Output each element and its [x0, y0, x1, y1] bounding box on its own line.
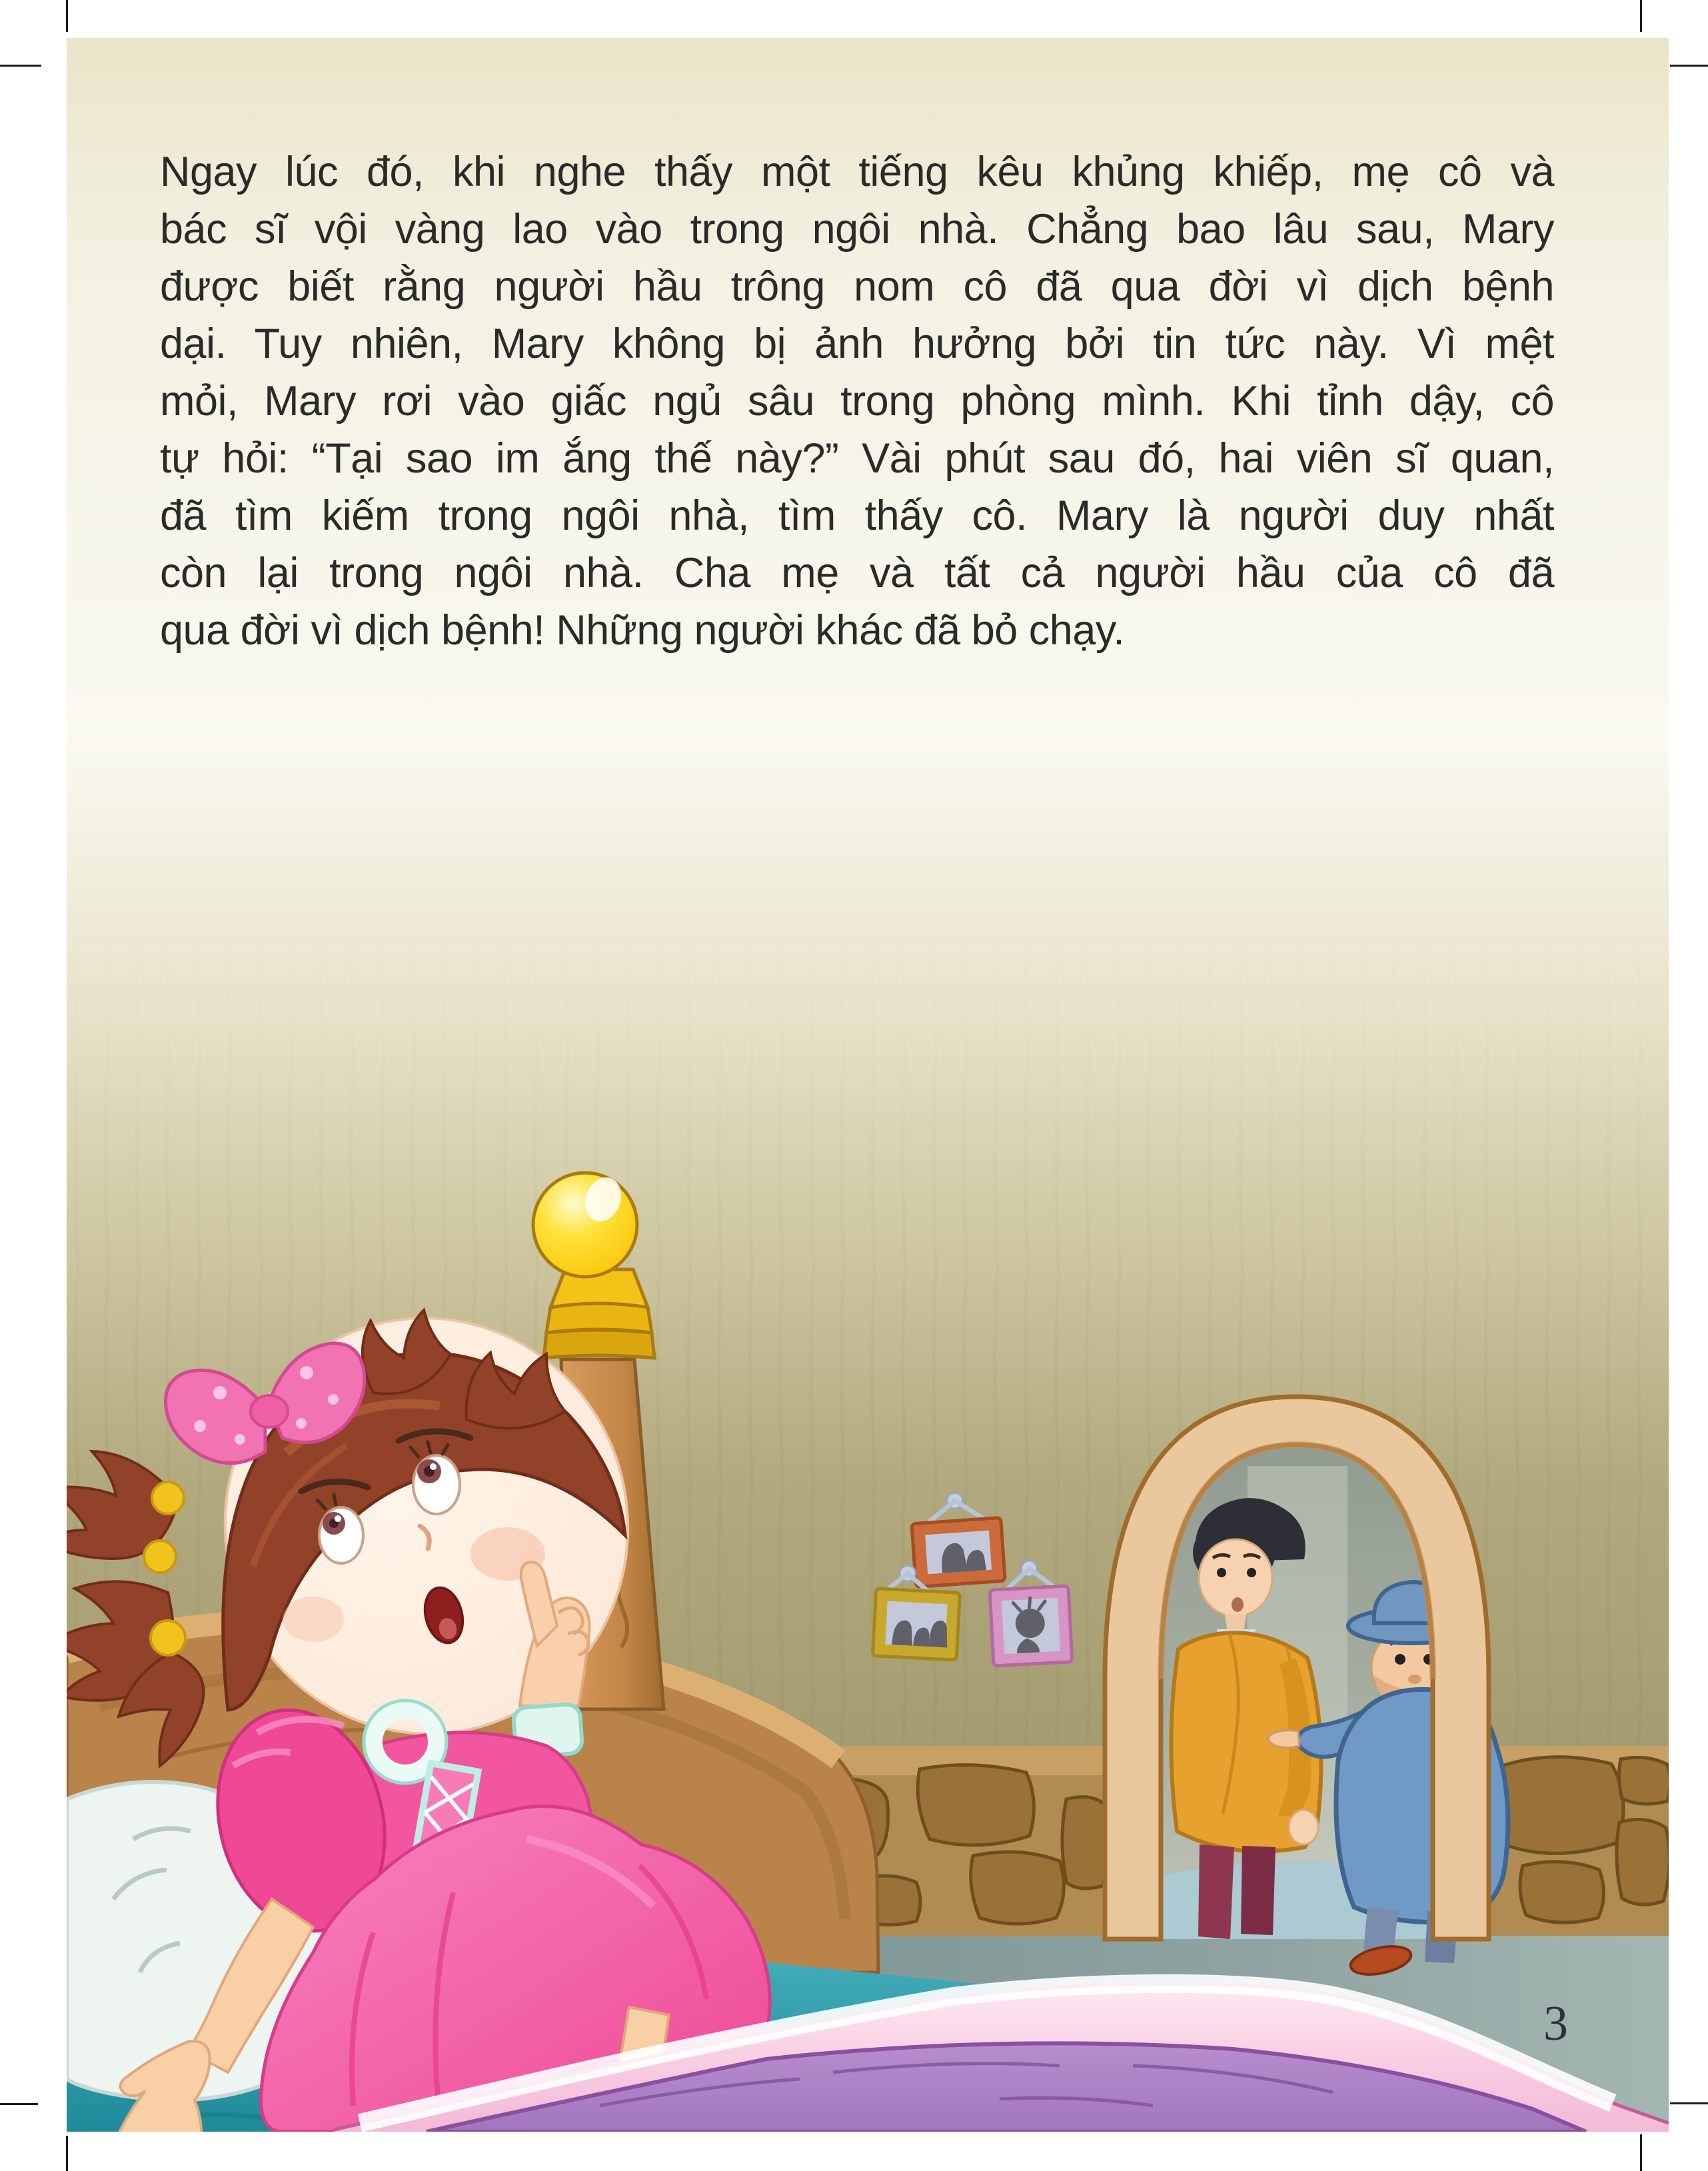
story-line: còn lại trong ngôi nhà. Cha mẹ và tất cả người hầu của cô đã [160, 550, 1554, 596]
story-line: tự hỏi: “Tại sao im ắng thế này?” Vài phút sau đó, hai viên sĩ quan, [160, 435, 1554, 482]
hair-tie-bead [151, 1621, 185, 1655]
story-line: qua đời vì dịch bệnh! Những người khác đã bỏ chạy. [160, 607, 1125, 654]
hair-tie-bead [144, 1541, 176, 1573]
story-line: được biết rằng người hầu trông nom cô đã qua đời vì dịch bệnh [160, 263, 1554, 310]
story-line: Ngay lúc đó, khi nghe thấy một tiếng kêu khủng khiếp, mẹ cô và [160, 149, 1554, 195]
crop-mark-top-left-vertical [66, 0, 68, 32]
crop-mark-bottom-left-horizontal [0, 2103, 38, 2105]
crop-mark-top-right-horizontal [1670, 65, 1708, 67]
crop-mark-top-left-horizontal [0, 65, 41, 67]
crop-mark-bottom-right-horizontal [1670, 2102, 1708, 2104]
crop-mark-bottom-right-vertical [1640, 2134, 1642, 2171]
story-line: đã tìm kiếm trong ngôi nhà, tìm thấy cô. Mary là người duy nhất [160, 492, 1554, 539]
story-line: dại. Tuy nhiên, Mary không bị ảnh hưởng bởi tin tức này. Vì mệt [160, 321, 1554, 367]
crop-mark-bottom-left-vertical [66, 2136, 68, 2171]
crop-mark-top-right-vertical [1640, 0, 1642, 32]
page-content [67, 38, 1669, 2132]
story-line: mỏi, Mary rơi vào giấc ngủ sâu trong phòng mình. Khi tỉnh dậy, cô [160, 378, 1554, 424]
story-text [160, 143, 1554, 659]
story-line: bác sĩ vội vàng lao vào trong ngôi nhà. Chẳng bao lâu sau, Mary [160, 206, 1554, 253]
hair-tie-bead [152, 1482, 184, 1514]
page-number: 3 [1543, 1996, 1568, 2051]
